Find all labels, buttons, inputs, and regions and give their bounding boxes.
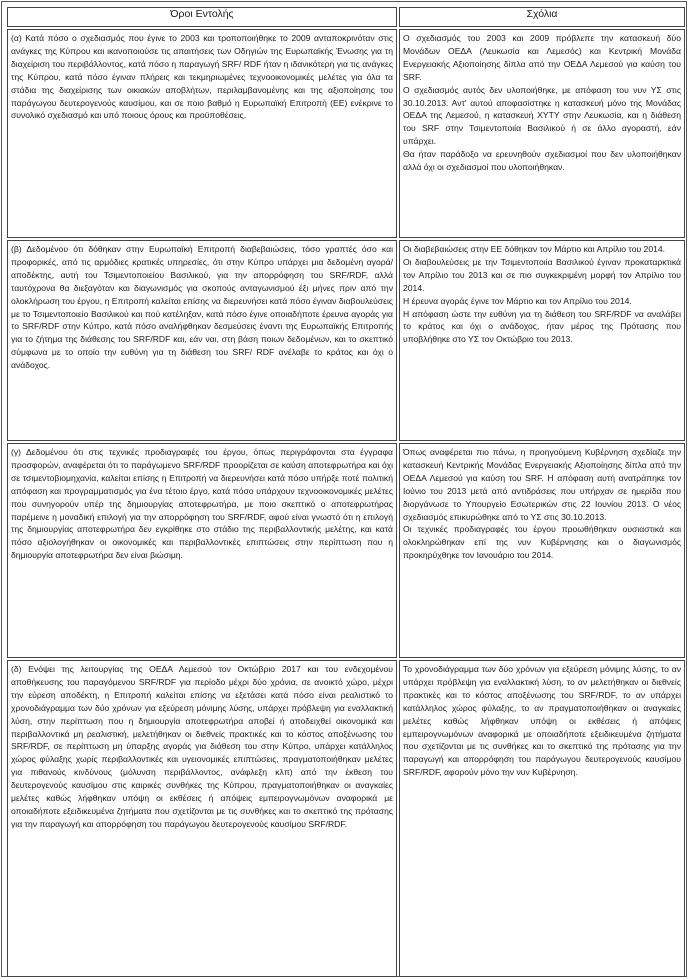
- comment-paragraph: Το χρονοδιάγραμμα των δύο χρόνων για εξεύρεση μόνιμης λύσης, το αν υπάρχει πρόβλεψη για εναλλακτική λύση, το αν μελετήθηκαν οι διεθνείς πρακτικές και το κόστος αποξένωσης του SRF/RDF, το αν υπάρχει κατάλληλος χώρος φύλαξης, το αν πραγματοποιήθηκαν οι αναγκαίες μελέτες καθώς λήφθηκαν υπόψη οι εκθέσεις ή απόψεις εμπειρογνωμόνων αναφορικά με οποιαδήποτε εξειδικευμένα ζητήματα που σχετίζονται με τις συνθήκες και το σκεπτικό της πρότασης για την παραγωγή και απορρόφηση του παράγωγου δευτερογενούς καυσίμου SRF/RDF, αφορούν μόνο την νυν Κυβέρνηση.: [403, 664, 681, 778]
- comment-cell-d: [399, 660, 685, 977]
- comment-paragraph: Όπως αναφέρεται πιο πάνω, η προηγούμενη Κυβέρνηση σχεδίαζε την κατασκευή Κεντρικής Μονάδας Ενεργειακής Αξιοποίησης δίπλα από την ΟΕΔΑ Λεμεσού για καύση του SRF. Η απόφαση αυτή ανατράπηκε τον Ιούνιο του 2013 μετά από αντιδράσεις που υπήρχαν σε ημερίδα που διοργάνωσε το Υπουργείο Εσωτερικών στις 22 Ιουνίου 2013. Ο νέος σχεδιασμός επικυρώθηκε από το ΥΣ στις 30.10.2013.: [403, 447, 681, 522]
- header-comments: Σχόλια: [399, 7, 685, 27]
- comment-paragraph: Ο σχεδιασμός του 2003 και 2009 πρόβλεπε την κατασκευή δύο Μονάδων ΟΕΔΑ (Λευκωσία και Λεμεσός) και Κεντρική Μονάδα Ενεργειακής Αξιοποίησης δίπλα από την ΟΕΔΑ Λεμεσού για καύση του SRF.: [403, 33, 681, 82]
- comment-paragraph: Οι διαβεβαιώσεις στην ΕΕ δόθηκαν τον Μάρτιο και Απρίλιο του 2014.: [403, 244, 666, 254]
- header-terms: Όροι Εντολής: [7, 7, 397, 27]
- document-page: [1, 1, 687, 977]
- comment-paragraph: Οι τεχνικές προδιαγραφές του έργου προωθήθηκαν ουσιαστικά και ολοκληρώθηκαν επί της νυν Κυβέρνησης και ο διαγωνισμός προκηρύχθηκε τον Ιανουάριο του 2014.: [403, 524, 681, 561]
- term-cell-a: [7, 29, 397, 238]
- comment-paragraph: Η έρευνα αγοράς έγινε τον Μάρτιο και τον Απρίλιο του 2014.: [403, 295, 632, 306]
- table-row: [7, 443, 685, 658]
- term-text: (γ) Δεδομένου ότι στις τεχνικές προδιαγραφές του έργου, όπως περιγράφονται στα έγγραφα προσφορών, αναφέρεται ότι το παράγωμενο SRF/RDF προορίζεται σε καύση αποτεφρωτήρα και όχι σε τσιμεντοβιομηχανία, καλείται επίσης η Επιτροπή να διερευνήσει κατά πόσο υπήρξε ποτέ πολιτική απόφαση και προγραμματισμός για ένα τέτοιο έργο, κατά πόσο υπάρχουν τεχνοοικονομικές μελέτες που συνηγορούν υπέρ της δημιουργίας αποτεφρωτήρα, με ποιο σκεπτικό ο αποτεφρωτήρας παρέμεινε η μοναδική επιλογή για την απορρόφηση του SRF/RDF, αφού είναι γνωστό ότι η επιλογή της δημιουργίας αποτεφρωτήρα δεν εγκρίθηκε στο στάδιο της περιβαλλοντικής μελέτης, και κατά πόσο αξιολογήθηκαν οι οικονομικές και περιβαλλοντικές επιπτώσεις στην περίπτωση που η δημιουργία αποτεφρωτήρα δεν είναι βιώσιμη.: [11, 447, 393, 561]
- comment-cell-b: [399, 240, 685, 441]
- terms-comments-table: [5, 5, 687, 979]
- comment-paragraph: Ο σχεδιασμός αυτός δεν υλοποιήθηκε, με απόφαση του νυν ΥΣ στις 30.10.2013. Αντ' αυτού αποφασίστηκε η κατασκευή μόνο της Μονάδας ΟΕΔΑ της Λεμεσού, η κατασκευή ΧΥΤΥ στην Λευκωσία, και η διάθεση του SRF στην Τσιμεντοποιία Βασιλικού ή σε άλλο αγοραστή, εάν υπάρχει.: [403, 84, 681, 147]
- table-row: [7, 29, 685, 238]
- table-row: [7, 660, 685, 977]
- comment-cell-a: [399, 29, 685, 238]
- term-cell-b: [7, 240, 397, 441]
- term-text: (α) Κατά πόσο ο σχεδιασμός που έγινε το 2003 και τροποποιήθηκε το 2009 ανταποκρινόταν στις ανάγκες της Κύπρου και ικανοποιούσε τις απαιτήσεις των Οδηγιών της Ευρωπαϊκής Ένωσης για τη διαχείριση του περιβάλλοντος, κατά πόσο η παραγωγή SRF/ RDF ήταν η ιδανικότερη για τις ανάγκες της Κύπρου, κατά πόσο έγιναν πλήρεις και τεκμηριωμένες τεχνοοικονομικές μελέτες για όλα τα στάδια της διαχείρισης των οικιακών αποβλήτων, περιλαμβανομένης και της αξιοποίησης του παράγωγου δευτερογενούς καυσίμου, και σε ποιο βαθμό η Ευρωπαϊκή Επιτροπή (ΕΕ) ενέκρινε το συνολικό σχεδιασμό και υπό ποιους όρους και προϋποθέσεις.: [11, 33, 393, 121]
- comment-paragraph: Οι διαβουλεύσεις με την Τσιμεντοποιία Βασιλικού έγιναν προκαταρκτικά τον Απρίλιο του 2013 και σε πιο συγκεκριμένη μορφή τον Απρίλιο του 2014.: [403, 256, 681, 293]
- term-text: (δ) Ενόψει της λειτουργίας της ΟΕΔΑ Λεμεσού τον Οκτώβριο 2017 και του ενδεχομένου αποθήκευσης του παραγόμενου SRF/RDF για περίοδο μέχρι δύο χρόνια, σε ανοικτό χώρο, μέχρι την εύρεση αποδέκτη, η Επιτροπή καλείται επίσης να εξετάσει κατά πόσο είναι ρεαλιστικό το χρονοδιάγραμμα των δύο χρόνων για εξεύρεση μόνιμης λύσης, υπάρχει πρόβλεψη για εναλλακτική λύση, στην περίπτωση που η δημιουργία αποτεφρωτήρα αποβεί ή αποδειχθεί οικονομικά και περιβαλλοντικά μη ρεαλιστική, μελετήθηκαν οι διεθνείς πρακτικές και το κόστος αποξένωσης του SRF/RDF, σε περίπτωση μη ύπαρξης αγοράς για διάθεση του στην Κύπρο, υπάρχει κατάλληλος χώρος φύλαξης χωρίς περιβαλλοντικές και υγειονομικές επιπτώσεις, πραγματοποιήθηκαν μελέτες για πιθανούς κινδύνους (μόλυνση περιβάλλοντος, ανάφλεξη κλπ) από την έκθεση του δευτερογενούς καυσίμου στις καιρικές συνθήκες της Κύπρου, πραγματοποιήθηκαν οι αναγκαίες μελέτες καθώς λήφθηκαν υπόψη οι εκθέσεις ή απόψεις εμπειρογνωμόνων αναφορικά με οποιαδήποτε εξειδικευμένα ζητήματα που σχετίζονται με τις συνθήκες και το σκεπτικό της πρότασης για την παραγωγή και απορρόφηση του παράγωγου δευτερογενούς καυσίμου SRF/RDF.: [11, 664, 393, 829]
- comment-paragraph: Η απόφαση ώστε την ευθύνη για τη διάθεση του SRF/RDF να αναλάβει το κράτος και όχι ο ανάδοχος, ήταν μέρος της Πρότασης που υποβλήθηκε στο ΥΣ τον Οκτώβριο του 2013.: [403, 308, 681, 345]
- term-text: (β) Δεδομένου ότι δόθηκαν στην Ευρωπαϊκή Επιτροπή διαβεβαιώσεις, τόσο γραπτές όσο και προφορικές, από τις αρμόδιες κρατικές υπηρεσίες, ότι στην Κύπρο υπάρχει μια δεδομένη αγορά/αποδέκτης, αυτή του Τσιμεντοποιείου Βασιλικού, για την απορρόφηση του SRF/RDF, αλλά ταυτόχρονα θα διεξαγόταν και διαγωνισμός για σκοπούς ανταγωνισμού έξι μήνες πριν από την ολοκλήρωση του έργου, η Επιτροπή καλείται επίσης να διερευνήσει κατά πόσο έγιναν διαβουλεύσεις με το Τσιμεντοποιείο Βασιλικού και πού κατέληξαν, κατά πόσο έγινε οποιαδήποτε έρευνα αγοράς για το SRF/RDF στην Κύπρο, κατά πόσο αναλήφθηκαν δεσμεύσεις έναντι της Ευρωπαϊκής Επιτροπής για το ζήτημα της διάθεσης του SRF/RDF και, εάν ναι, στη βάση ποιων δεδομένων, και το σκεπτικό σύμφωνα με το οποίο την ευθύνη για τη διάθεση του SRF/ RDF ανέλαβε το κράτος και όχι ο ανάδοχος.: [11, 244, 393, 371]
- term-cell-d: [7, 660, 397, 977]
- comment-cell-c: [399, 443, 685, 658]
- comment-paragraph: Θα ήταν παράδοξο να ερευνηθούν σχεδιασμοί που δεν υλοποιήθηκαν αλλά όχι οι σχεδιασμοί που υλοποιήθηκαν.: [403, 149, 681, 173]
- table-row: [7, 240, 685, 441]
- table-header-row: [7, 7, 685, 27]
- term-cell-c: [7, 443, 397, 658]
